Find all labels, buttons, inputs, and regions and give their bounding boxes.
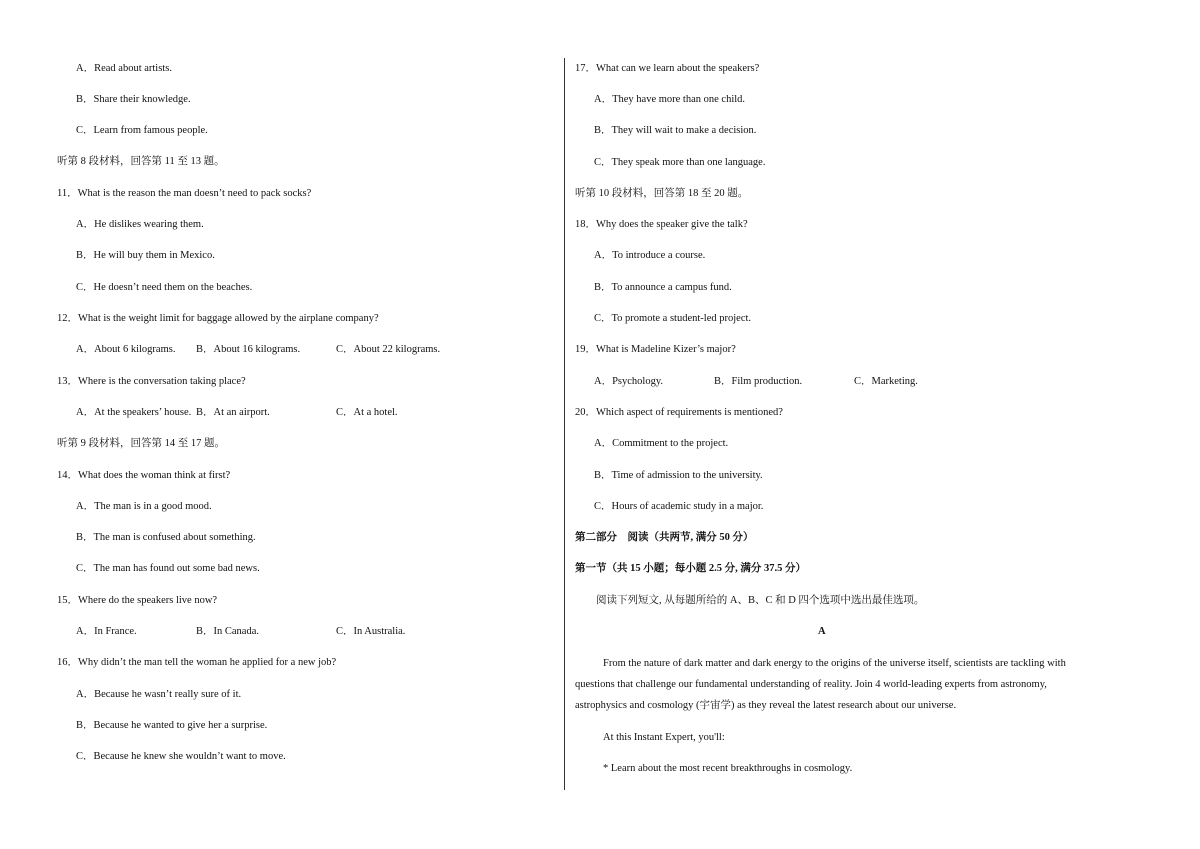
question-13: 13．Where is the conversation taking place?	[57, 376, 246, 387]
option-b-text: B．In Canada.	[196, 626, 259, 637]
option-c-text: C．Marketing.	[854, 376, 918, 387]
option-a-text: A．At the speakers’ house.	[76, 407, 192, 418]
option-c-text: C．Learn from famous people.	[76, 125, 208, 136]
option-a-text: A．Because he wasn’t really sure of it.	[76, 689, 242, 700]
option-a-text: A．Read about artists.	[76, 63, 172, 74]
passage-line: From the nature of dark matter and dark energy to the origins of the universe itself, scientists are tackling with	[603, 658, 1066, 669]
option-a-text: A．About 6 kilograms.	[76, 344, 176, 355]
section-instruction: 听第 9 段材料，回答第 14 至 17 题。	[57, 438, 225, 449]
option-b-text: B．They will wait to make a decision.	[594, 125, 757, 136]
passage-line: questions that challenge our fundamental understanding of reality. Join 4 world-leading experts from astronomy,	[575, 679, 1047, 690]
passage-line: astrophysics and cosmology (宇宙学) as they reveal the latest research about our universe.	[575, 700, 957, 711]
option-b-text: B．To announce a campus fund.	[594, 282, 732, 293]
option-c-text: C．To promote a student-led project.	[594, 313, 752, 324]
option-a-text: A．Psychology.	[594, 376, 664, 387]
option-b-text: B．Because he wanted to give her a surprise.	[76, 720, 268, 731]
option-a-text: A．They have more than one child.	[594, 94, 746, 105]
section-one-heading: 第一节（共 15 小题；每小题 2.5 分, 满分 37.5 分）	[575, 563, 806, 574]
question-14: 14．What does the woman think at first?	[57, 470, 231, 481]
passage-bullet: * Learn about the most recent breakthroughs in cosmology.	[603, 763, 853, 774]
column-divider	[564, 58, 565, 790]
option-a-text: A．The man is in a good mood.	[76, 501, 212, 512]
question-20: 20．Which aspect of requirements is mentioned?	[575, 407, 783, 418]
part-two-heading: 第二部分 阅读（共两节, 满分 50 分）	[575, 532, 754, 543]
section-instruction: 听第 10 段材料，回答第 18 至 20 题。	[575, 188, 749, 199]
option-b-text: B．He will buy them in Mexico.	[76, 250, 215, 261]
question-18: 18．Why does the speaker give the talk?	[575, 219, 748, 230]
option-c-text: C．They speak more than one language.	[594, 157, 766, 168]
option-c-text: C．The man has found out some bad news.	[76, 563, 260, 574]
option-c-text: C．Hours of academic study in a major.	[594, 501, 764, 512]
option-a-text: A．Commitment to the project.	[594, 438, 729, 449]
question-19: 19．What is Madeline Kizer’s major?	[575, 344, 736, 355]
option-b-text: B．The man is confused about something.	[76, 532, 256, 543]
section-instruction: 听第 8 段材料，回答第 11 至 13 题。	[57, 156, 225, 167]
option-b-text: B．Time of admission to the university.	[594, 470, 763, 481]
option-b-text: B．About 16 kilograms.	[196, 344, 301, 355]
option-a-text: A．In France.	[76, 626, 137, 637]
option-b-text: B．Film production.	[714, 376, 803, 387]
passage-line: At this Instant Expert, you'll:	[603, 732, 725, 743]
option-a-text: A．To introduce a course.	[594, 250, 706, 261]
question-12: 12．What is the weight limit for baggage allowed by the airplane company?	[57, 313, 379, 324]
option-b-text: B．Share their knowledge.	[76, 94, 191, 105]
passage-label: A	[818, 626, 826, 637]
option-a-text: A．He dislikes wearing them.	[76, 219, 204, 230]
option-c-text: C．In Australia.	[336, 626, 406, 637]
option-c-text: C．Because he knew she wouldn’t want to move.	[76, 751, 286, 762]
option-c-text: C．He doesn’t need them on the beaches.	[76, 282, 253, 293]
question-15: 15．Where do the speakers live now?	[57, 595, 218, 606]
reading-instruction: 阅读下列短文, 从每题所给的 A、B、C 和 D 四个选项中选出最佳选项。	[596, 595, 925, 606]
question-11: 11．What is the reason the man doesn’t need to pack socks?	[57, 188, 312, 199]
option-c-text: C．About 22 kilograms.	[336, 344, 441, 355]
option-c-text: C．At a hotel.	[336, 407, 398, 418]
question-16: 16．Why didn’t the man tell the woman he applied for a new job?	[57, 657, 337, 668]
option-b-text: B．At an airport.	[196, 407, 270, 418]
question-17: 17．What can we learn about the speakers?	[575, 63, 760, 74]
